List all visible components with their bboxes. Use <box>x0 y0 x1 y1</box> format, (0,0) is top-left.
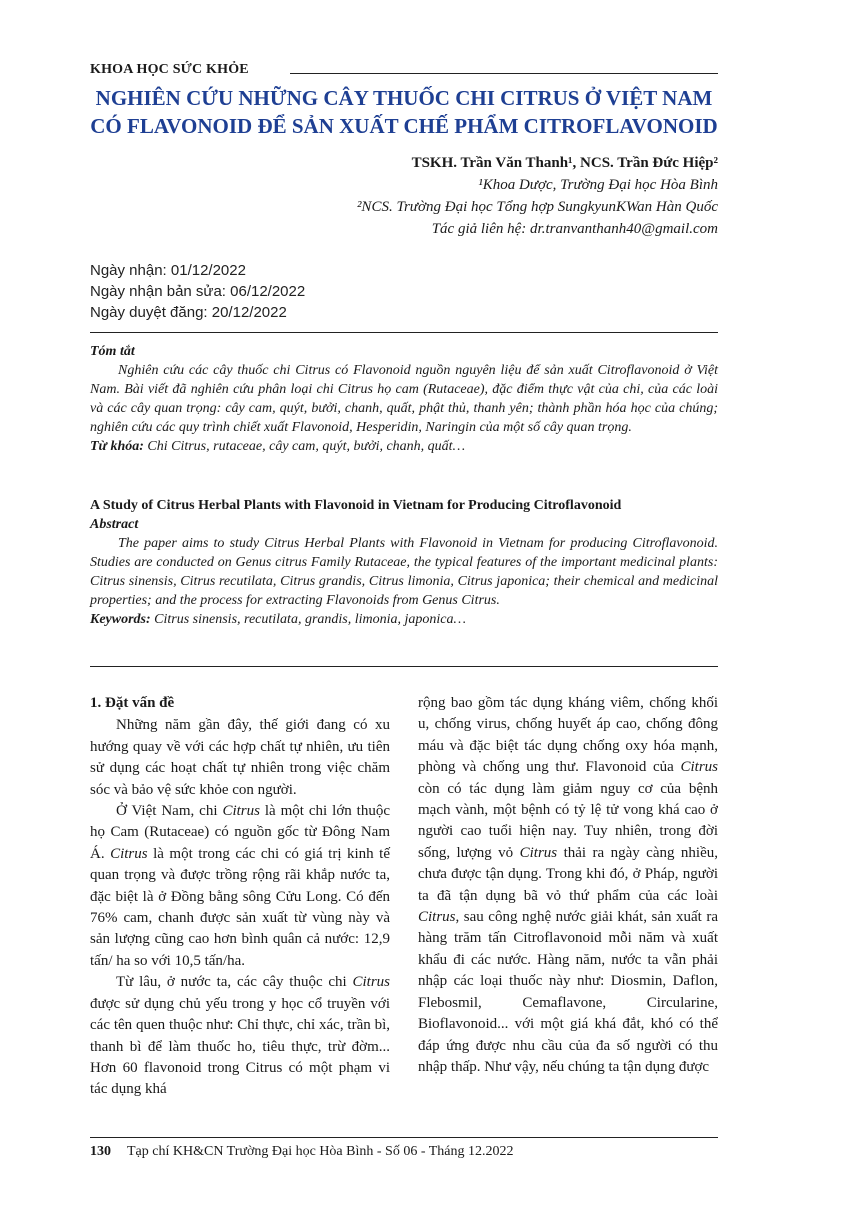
paragraph-3: Từ lâu, ở nước ta, các cây thuộc chi Citrus được sử dụng chủ yếu trong y học cổ truyền với các tên quen thuộc như: Chỉ thực, chỉ xác, trần bì, thanh bì để làm thuốc ho, tiêu thực, trừ đờm... Hơn 60 flavonoid trong Citrus có một phạm vi tác dụng khá <box>90 974 390 1098</box>
keywords-vi-text: Chi Citrus, rutaceae, cây cam, quýt, bưởi, chanh, quất… <box>147 439 466 454</box>
footer-rule <box>90 1137 718 1138</box>
abstract-en <box>90 496 718 629</box>
abstract-vi-heading: Tóm tắt <box>90 344 135 359</box>
abstract-en-body: The paper aims to study Citrus Herbal Plants with Flavonoid in Vietnam for producing Citroflavonoid. Studies are conducted on Genus citrus Family Rutaceae, the typical features of the important medicinal plants: Citrus sinensis, Citrus recutilata, Citrus grandis, Citrus limonia, Citrus japonica; their chemical and medicinal properties; and the process for extracting Flavonoids from Genus Citrus. <box>90 536 718 608</box>
date-block <box>90 260 305 323</box>
date-accepted: Ngày duyệt đăng: 20/12/2022 <box>90 304 287 321</box>
divider-bottom <box>90 666 718 667</box>
keywords-en <box>90 610 718 629</box>
keywords-vi-label: Từ khóa: <box>90 439 144 454</box>
page-number: 130 <box>90 1144 111 1159</box>
header-rule <box>290 73 718 74</box>
contact-email: Tác giả liên hệ: dr.tranvanthanh40@gmail.com <box>431 221 718 237</box>
abstract-vi-body: Nghiên cứu các cây thuốc chi Citrus có Flavonoid nguồn nguyên liệu để sản xuất Citroflavonoid ở Việt Nam. Bài viết đã nghiên cứu phân loại chi Citrus họ cam (Rutaceae), đặc điểm thực vật của chi, của các loài và các cây quan trọng: cây cam, quýt, bưởi, chanh, quất, phật thủ, thanh yên; thành phần hóa học của chúng; nghiên cứu các quy trình chiết xuất Flavonoid, Hesperidin, Naringin của một số cây quan trọng. <box>90 363 718 435</box>
keywords-en-text: Citrus sinensis, recutilata, grandis, limonia, japonica… <box>154 612 466 627</box>
divider-top <box>90 332 718 333</box>
date-revised: Ngày nhận bản sửa: 06/12/2022 <box>90 283 306 300</box>
english-title: A Study of Citrus Herbal Plants with Flavonoid in Vietnam for Producing Citroflavonoid <box>90 498 622 513</box>
body-column-right <box>418 693 718 1078</box>
title-line-1: NGHIÊN CỨU NHỮNG CÂY THUỐC CHI CITRUS Ở VIỆT NAM <box>95 86 713 110</box>
author-names: TSKH. Trần Văn Thanh¹, NCS. Trần Đức Hiệp² <box>411 155 718 171</box>
affiliation-2: ²NCS. Trường Đại học Tổng hợp SungkyunKWan Hàn Quốc <box>356 199 718 215</box>
abstract-vi <box>90 342 718 456</box>
date-received: Ngày nhận: 01/12/2022 <box>90 262 246 279</box>
title-line-2: CÓ FLAVONOID ĐỂ SẢN XUẤT CHẾ PHẨM CITROFLAVONOID <box>90 114 718 138</box>
keywords-vi <box>90 437 718 456</box>
affiliation-1: ¹Khoa Dược, Trường Đại học Hòa Bình <box>478 177 718 193</box>
body-column-left <box>90 693 390 1101</box>
journal-info: Tạp chí KH&CN Trường Đại học Hòa Bình - Số 06 - Tháng 12.2022 <box>127 1144 514 1159</box>
paragraph-1: Những năm gần đây, thế giới đang có xu hướng quay về với các hợp chất tự nhiên, ưu tiên sử dụng các hoạt chất tự nhiên trong việc chăm sóc và bảo vệ sức khỏe con người. <box>90 717 390 798</box>
section-label: KHOA HỌC SỨC KHỎE <box>90 62 249 77</box>
page-footer <box>90 1144 514 1160</box>
author-block <box>357 152 718 240</box>
section-heading: 1. Đặt vấn đề <box>90 695 175 711</box>
paragraph-3-continued: rộng bao gồm tác dụng kháng viêm, chống khối u, chống virus, chống huyết áp cao, chống đông máu và đặc biệt tác dụng chống oxy hóa mạnh, phòng và chống ung thư. Flavonoid của Citrus còn có tác dụng làm giảm nguy cơ của bệnh mạch vành, một bệnh có tỷ lệ tử vong khá cao ở người cao tuổi hiện nay. Tuy nhiên, trong đời sống, lượng vỏ Citrus thải ra ngày càng nhiều, chưa được tận dụng. Trong khi đó, ở Pháp, người ta đã tận dụng bã vỏ thứ phẩm của các loài Citrus, sau công nghệ nước giải khát, sản xuất ra hàng trăm tấn Citroflavonoid mỗi năm và xuất khẩu đi các nước. Hàng năm, nước ta vẫn phải nhập các loại thuốc này như: Diosmin, Daflon, Flebosmil, Cemaflavone, Circularine, Bioflavonoid... với một giá khá đắt, khó có thể đáp ứng được nhu cầu của đa số người có thu nhập thấp. Như vậy, nếu chúng ta tận dụng được <box>418 695 718 1075</box>
paragraph-2: Ở Việt Nam, chi Citrus là một chi lớn thuộc họ Cam (Rutaceae) có nguồn gốc từ Đông Nam Á. Citrus là một trong các chi có giá trị kinh tế quan trọng và được trồng rộng rãi khắp nước ta, đặc biệt là ở Đồng bằng sông Cửu Long. Có đến 76% cam, chanh được sản xuất từ vùng này và sản lượng cũng cao hơn bình quân cả nước: 12,9 tấn/ ha so với 10,5 tấn/ha. <box>90 803 390 969</box>
abstract-en-heading: Abstract <box>90 517 139 532</box>
keywords-en-label: Keywords: <box>90 612 151 627</box>
article-title <box>90 84 718 140</box>
